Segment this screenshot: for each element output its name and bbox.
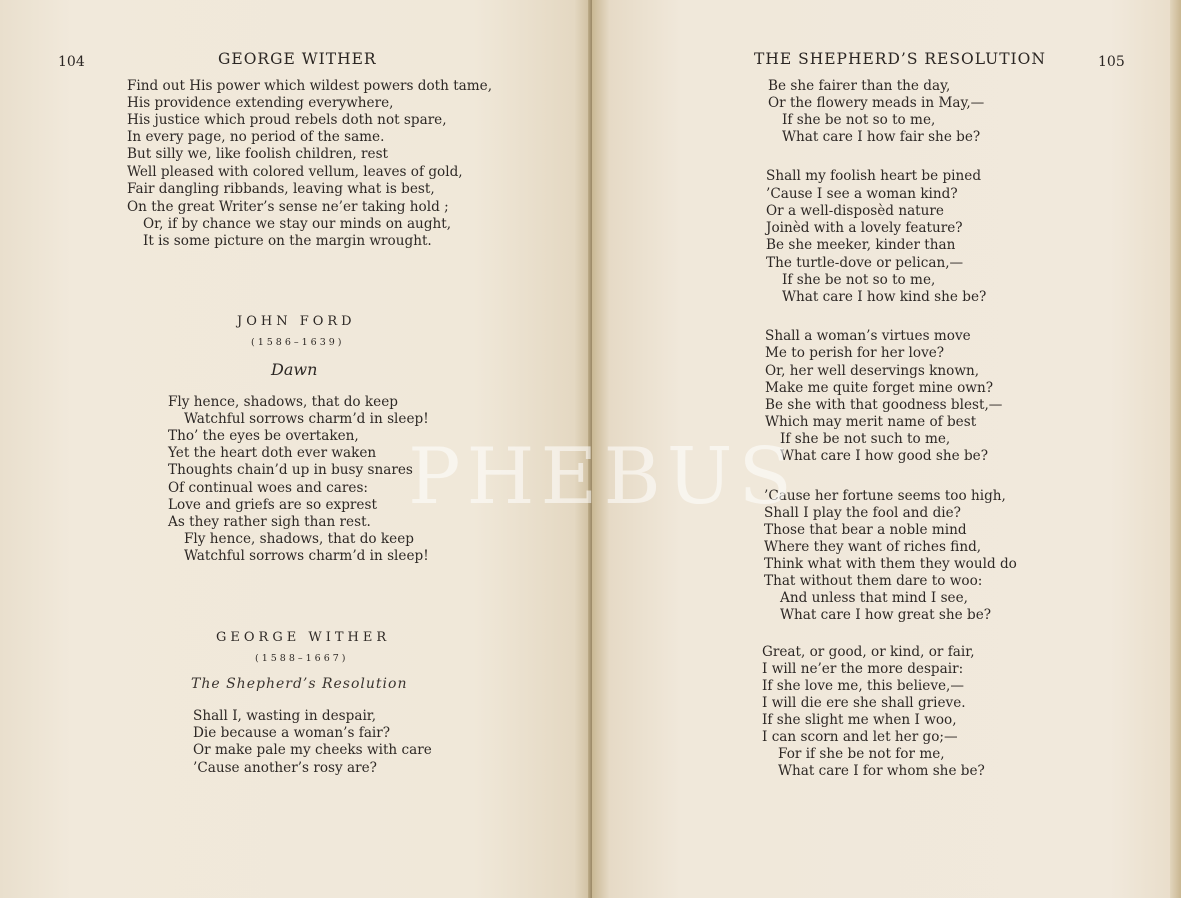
- page-edge: [1170, 0, 1181, 898]
- verse-line: Or the flowery meads in May,—: [768, 95, 985, 111]
- verse-line: I will die ere she shall grieve.: [762, 695, 966, 711]
- verse-line: What care I how great she be?: [780, 607, 992, 623]
- verse-line: Fly hence, shadows, that do keep: [168, 394, 398, 410]
- running-head-right: THE SHEPHERD’S RESOLUTION: [754, 50, 1046, 68]
- verse-line: His justice which proud rebels doth not spare,: [127, 112, 447, 128]
- author-dates: (1588–1667): [255, 653, 349, 664]
- verse-line: Or make pale my cheeks with care: [193, 742, 432, 758]
- verse-line: Me to perish for her love?: [765, 345, 945, 361]
- verse-line: Love and griefs are so exprest: [168, 497, 377, 513]
- verse-line: Be she fairer than the day,: [768, 78, 951, 94]
- verse-line: And unless that mind I see,: [780, 590, 968, 606]
- verse-line: But silly we, like foolish children, rest: [127, 146, 389, 162]
- verse-line: What care I how good she be?: [780, 448, 989, 464]
- watermark: PHEBUS: [408, 432, 798, 522]
- verse-line: I can scorn and let her go;—: [762, 729, 958, 745]
- page-number-left: 104: [58, 54, 85, 70]
- verse-line: Joinèd with a lovely feature?: [766, 220, 963, 236]
- verse-line: As they rather sigh than rest.: [168, 514, 371, 530]
- verse-line: If she be not such to me,: [780, 431, 951, 447]
- verse-line: In every page, no period of the same.: [127, 129, 385, 145]
- author-dates: (1586–1639): [251, 337, 345, 348]
- verse-line: Those that bear a noble mind: [764, 522, 967, 538]
- verse-line: ’Cause another’s rosy are?: [193, 760, 377, 776]
- verse-line: Think what with them they would do: [764, 556, 1017, 572]
- verse-line: I will ne’er the more despair:: [762, 661, 964, 677]
- verse-line: What care I for whom she be?: [778, 763, 985, 779]
- verse-line: Watchful sorrows charm’d in sleep!: [184, 548, 429, 564]
- verse-line: Yet the heart doth ever waken: [168, 445, 377, 461]
- verse-line: Shall I play the fool and die?: [764, 505, 961, 521]
- verse-line: If she slight me when I woo,: [762, 712, 957, 728]
- verse-line: Tho’ the eyes be overtaken,: [168, 428, 359, 444]
- verse-line: Great, or good, or kind, or fair,: [762, 644, 975, 660]
- verse-line: If she love me, this believe,—: [762, 678, 964, 694]
- verse-line: Fly hence, shadows, that do keep: [184, 531, 414, 547]
- verse-line: Or, if by chance we stay our minds on aught,: [143, 216, 452, 232]
- page-number-right: 105: [1098, 54, 1125, 70]
- verse-line: For if she be not for me,: [778, 746, 945, 762]
- author-name: GEORGE WITHER: [216, 630, 391, 645]
- verse-line: Of continual woes and cares:: [168, 480, 369, 496]
- verse-line: ’Cause her fortune seems too high,: [764, 488, 1006, 504]
- verse-line: The turtle-dove or pelican,—: [766, 255, 964, 271]
- poem-title: The Shepherd’s Resolution: [191, 676, 408, 692]
- verse-line: Shall I, wasting in despair,: [193, 708, 377, 724]
- verse-line: Make me quite forget mine own?: [765, 380, 993, 396]
- verse-line: Be she meeker, kinder than: [766, 237, 956, 253]
- verse-line: Or a well-disposèd nature: [766, 203, 944, 219]
- verse-line: Find out His power which wildest powers doth tame,: [127, 78, 493, 94]
- verse-line: What care I how fair she be?: [782, 129, 981, 145]
- verse-line: Shall a woman’s virtues move: [765, 328, 971, 344]
- verse-line: On the great Writer’s sense ne’er taking hold ;: [127, 199, 449, 215]
- verse-line: Or, her well deservings known,: [765, 363, 980, 379]
- poem-title: Dawn: [271, 360, 318, 379]
- verse-line: What care I how kind she be?: [782, 289, 987, 305]
- verse-line: It is some picture on the margin wrought.: [143, 233, 432, 249]
- verse-line: Thoughts chain’d up in busy snares: [168, 462, 413, 478]
- verse-line: Die because a woman’s fair?: [193, 725, 391, 741]
- verse-line: Shall my foolish heart be pined: [766, 168, 982, 184]
- verse-line: Watchful sorrows charm’d in sleep!: [184, 411, 429, 427]
- verse-line: Which may merit name of best: [765, 414, 977, 430]
- verse-line: Be she with that goodness blest,—: [765, 397, 1003, 413]
- author-name: JOHN FORD: [237, 314, 356, 329]
- verse-line: His providence extending everywhere,: [127, 95, 394, 111]
- verse-line: ’Cause I see a woman kind?: [766, 186, 958, 202]
- verse-line: That without them dare to woo:: [764, 573, 983, 589]
- verse-line: If she be not so to me,: [782, 272, 936, 288]
- verse-line: If she be not so to me,: [782, 112, 936, 128]
- running-head-left: GEORGE WITHER: [218, 50, 377, 68]
- verse-line: Well pleased with colored vellum, leaves of gold,: [127, 164, 463, 180]
- verse-line: Fair dangling ribbands, leaving what is best,: [127, 181, 435, 197]
- verse-line: Where they want of riches find,: [764, 539, 982, 555]
